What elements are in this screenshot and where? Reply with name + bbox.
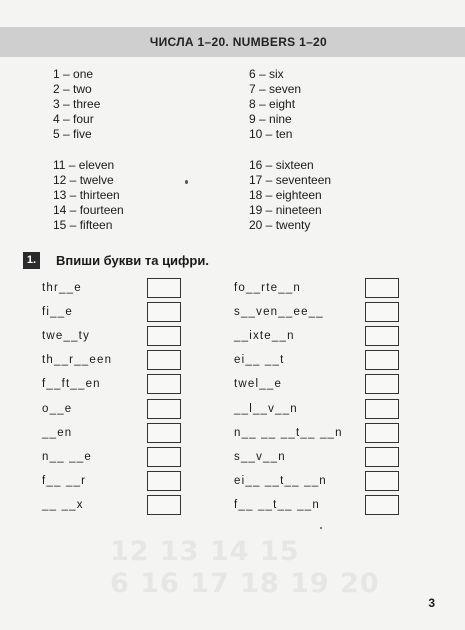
number-word-item: 17 – seventeen [249, 173, 332, 187]
number-word-item: 11 – eleven [53, 158, 115, 172]
number-word-item: 19 – nineteen [249, 203, 322, 217]
number-word-item: 2 – two [53, 82, 92, 96]
left-puzzle-word: n__ __e [42, 451, 92, 463]
speck-mark [185, 180, 188, 184]
left-puzzle-word: f__ __r [42, 475, 87, 487]
number-word-item: 14 – fourteen [53, 203, 124, 217]
left-answer-box[interactable] [147, 471, 181, 491]
number-word-item: 16 – sixteen [249, 158, 314, 172]
right-answer-box[interactable] [365, 471, 399, 491]
left-answer-box[interactable] [147, 278, 181, 298]
number-word-item: 5 – five [53, 127, 92, 141]
page-number: 3 [428, 596, 435, 610]
left-puzzle-word: __ __x [42, 499, 84, 511]
right-puzzle-word: fo__rte__n [234, 282, 301, 294]
left-answer-box[interactable] [147, 326, 181, 346]
right-puzzle-word: twel__e [234, 378, 283, 390]
number-word-item: 15 – fifteen [53, 218, 113, 232]
left-answer-box[interactable] [147, 423, 181, 443]
number-word-item: 9 – nine [249, 112, 292, 126]
left-puzzle-word: thr__e [42, 282, 82, 294]
left-puzzle-word: twe__ty [42, 330, 91, 342]
left-puzzle-word: o__e [42, 403, 73, 415]
right-puzzle-word: n__ __ __t__ __n [234, 427, 343, 439]
left-answer-box[interactable] [147, 447, 181, 467]
number-word-item: 13 – thirteen [53, 188, 120, 202]
bleed-through-numbers-1: 12 13 14 15 [110, 536, 300, 567]
number-word-item: 18 – eighteen [249, 188, 322, 202]
right-answer-box[interactable] [365, 278, 399, 298]
task-number-badge: 1. [23, 252, 40, 269]
number-word-item: 7 – seven [249, 82, 302, 96]
left-answer-box[interactable] [147, 350, 181, 370]
task-title: Впиши букви та цифри. [56, 253, 209, 268]
right-puzzle-word: s__v__n [234, 451, 286, 463]
right-puzzle-word: __ixte__n [234, 330, 295, 342]
number-word-item: 8 – eight [249, 97, 296, 111]
left-puzzle-word: th__r__een [42, 354, 113, 366]
right-answer-box[interactable] [365, 374, 399, 394]
right-answer-box[interactable] [365, 495, 399, 515]
right-answer-box[interactable] [365, 302, 399, 322]
right-answer-box[interactable] [365, 423, 399, 443]
number-word-item: 6 – six [249, 67, 284, 81]
number-word-item: 20 – twenty [249, 218, 311, 232]
page-header [0, 27, 465, 57]
number-list-left [53, 67, 124, 233]
right-puzzle-word: ei__ __t__ __n [234, 475, 327, 487]
left-puzzle-word: f__ft__en [42, 378, 101, 390]
left-answer-box[interactable] [147, 495, 181, 515]
number-word-item: 12 – twelve [53, 173, 114, 187]
left-puzzle-word: fi__e [42, 306, 73, 318]
right-answer-box[interactable] [365, 399, 399, 419]
left-answer-box[interactable] [147, 399, 181, 419]
left-answer-box[interactable] [147, 302, 181, 322]
number-word-item: 4 – four [53, 112, 94, 126]
left-answer-box[interactable] [147, 374, 181, 394]
right-puzzle-word: ei__ __t [234, 354, 285, 366]
number-word-item: 3 – three [53, 97, 101, 111]
number-word-item: 1 – one [53, 67, 94, 81]
page-title: ЧИСЛА 1–20. NUMBERS 1–20 [149, 35, 327, 49]
right-puzzle-word: s__ven__ee__ [234, 306, 324, 318]
left-puzzle-word: __en [42, 427, 73, 439]
number-list-right [249, 67, 331, 233]
number-word-item: 10 – ten [249, 127, 293, 141]
right-answer-box[interactable] [365, 326, 399, 346]
right-puzzle-word: f__ __t__ __n [234, 499, 320, 511]
right-puzzle-word: __l__v__n [234, 403, 298, 415]
right-answer-box[interactable] [365, 350, 399, 370]
speck-mark [320, 527, 322, 529]
bleed-through-numbers-2: 6 16 17 18 19 20 [110, 568, 380, 599]
right-answer-box[interactable] [365, 447, 399, 467]
